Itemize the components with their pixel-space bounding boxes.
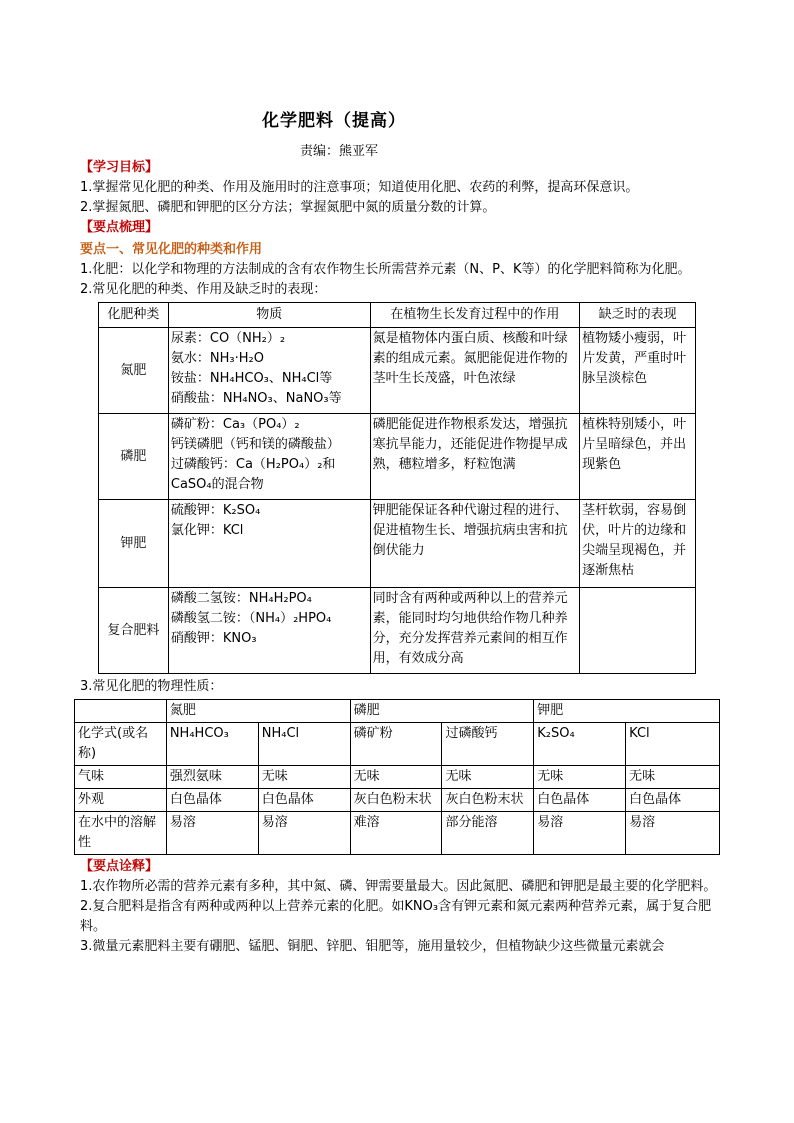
role-cell: 磷肥能促进作物根系发达，增强抗寒抗旱能力，还能促进作物提早成熟，穗粒增多，籽粒饱满 [370, 414, 580, 500]
role-cell: 同时含有两种或两种以上的营养元素，能同时均匀地供给作物几种养分，充分发挥营养元素间的相互作用，有效成分高 [370, 588, 580, 674]
table-cell: 无味 [442, 766, 534, 789]
group-header: 钾肥 [534, 700, 720, 723]
row-label: 气味 [75, 766, 167, 789]
table-cell: 灰白色粉末状 [442, 789, 534, 812]
goal-1: 1.掌握常见化肥的种类、作用及施用时的注意事项；知道使用化肥、农药的利弊，提高环保意识。 [80, 180, 639, 195]
substances-cell [168, 588, 370, 674]
header-cell: 化肥种类 [99, 303, 169, 328]
fertilizer-types-table [98, 302, 696, 674]
lack-cell: 茎杆软弱，容易倒伏，叶片的边缘和尖端呈现褐色，并逐渐焦枯 [580, 500, 696, 588]
author-line: 责编：熊亚军 [300, 144, 379, 159]
role-cell: 钾肥能保证各种代谢过程的进行、促进植物生长、增强抗病虫害和抗倒伏能力 [370, 500, 580, 588]
substance-item: 硝酸钾：KNO₃ [170, 631, 257, 646]
substance-item: 氨水：NH₃·H₂O [170, 351, 264, 366]
substances-cell [168, 414, 370, 500]
table-cell: 过磷酸钙 [442, 723, 534, 766]
group-header: 氮肥 [166, 700, 350, 723]
table-cell: 无味 [534, 766, 626, 789]
substance-item: 铵盐：NH₄HCO₃、NH₄Cl等 [170, 371, 333, 386]
role-cell: 氮是植物体内蛋白质、核酸和叶绿素的组成元素。氮肥能促进作物的茎叶生长茂盛，叶色浓绿 [370, 328, 580, 414]
table-cell: NH₄Cl [258, 723, 350, 766]
row-label: 外观 [75, 789, 167, 812]
points-header: 【要点梳理】 [80, 220, 159, 235]
table-cell: 易溶 [626, 812, 720, 855]
table-cell: 易溶 [166, 812, 258, 855]
table-cell: 强烈氨味 [166, 766, 258, 789]
substances-cell [168, 500, 370, 588]
explain-3: 3.微量元素肥料主要有硼肥、锰肥、铜肥、锌肥、钼肥等，施用量较少，但植物缺少这些微量元素就会 [80, 939, 665, 954]
group-header-row [75, 700, 720, 723]
explain-2: 2.复合肥料是指含有两种或两种以上营养元素的化肥。如KNO₃含有钾元素和氮元素两种营养元素，属于复合肥料。 [80, 899, 712, 934]
substance-item: 硝酸盐：NH₄NO₃、NaNO₃等 [170, 391, 342, 406]
paragraph-2: 2.常见化肥的种类、作用及缺乏时的表现： [80, 282, 327, 297]
lack-cell: 植株特别矮小，叶片呈暗绿色，并出现紫色 [580, 414, 696, 500]
content [80, 158, 720, 957]
goals-header: 【学习目标】 [80, 160, 159, 175]
lack-cell: 植物矮小瘦弱，叶片发黄，严重时叶脉呈淡棕色 [580, 328, 696, 414]
substance-item: 氯化钾：KCl [170, 523, 244, 538]
table-cell: NH₄HCO₃ [166, 723, 258, 766]
table-cell: 白色晶体 [258, 789, 350, 812]
table-cell: 易溶 [258, 812, 350, 855]
table-cell: K₂SO₄ [534, 723, 626, 766]
corner-cell [75, 700, 167, 723]
table-row [99, 500, 696, 588]
table-cell: 无味 [626, 766, 720, 789]
substance-item: 磷矿粉：Ca₃（PO₄）₂ [170, 417, 300, 432]
table-row [75, 766, 720, 789]
substance-item: 过磷酸钙：Ca（H₂PO₄）₂和CaSO₄的混合物 [170, 457, 336, 492]
paragraph-1: 1.化肥：以化学和物理的方法制成的含有农作物生长所需营养元素（N、P、K等）的化学肥料简称为化肥。 [80, 262, 691, 277]
table-cell: 难溶 [350, 812, 442, 855]
table-cell: 磷矿粉 [350, 723, 442, 766]
point-1-title: 要点一、常见化肥的种类和作用 [80, 242, 263, 257]
table-row [99, 414, 696, 500]
table-row [75, 723, 720, 766]
row-label: 在水中的溶解性 [75, 812, 167, 855]
table-row [75, 812, 720, 855]
table-row [75, 789, 720, 812]
header-cell: 物质 [168, 303, 370, 328]
explain-1: 1.农作物所必需的营养元素有多种，其中氮、磷、钾需要量最大。因此氮肥、磷肥和钾肥是最主要的化学肥料。 [80, 879, 717, 894]
table-cell: 白色晶体 [166, 789, 258, 812]
table-cell: KCl [626, 723, 720, 766]
table-cell: 部分能溶 [442, 812, 534, 855]
table-cell: 无味 [350, 766, 442, 789]
substances-cell [168, 328, 370, 414]
kind-cell: 复合肥料 [99, 588, 169, 674]
substance-item: 钙镁磷肥（钙和镁的磷酸盐） [170, 437, 340, 452]
header-cell: 缺乏时的表现 [580, 303, 696, 328]
group-header: 磷肥 [350, 700, 534, 723]
lack-cell [580, 588, 696, 674]
kind-cell: 氮肥 [99, 328, 169, 414]
paragraph-3: 3.常见化肥的物理性质： [80, 679, 223, 694]
kind-cell: 磷肥 [99, 414, 169, 500]
table-cell: 白色晶体 [626, 789, 720, 812]
header-cell: 在植物生长发育过程中的作用 [370, 303, 580, 328]
physical-properties-table [74, 699, 720, 855]
table-row [99, 328, 696, 414]
explain-header: 【要点诠释】 [80, 859, 159, 874]
row-label: 化学式(或名称) [75, 723, 167, 766]
document-title: 化学肥料（提高） [262, 111, 406, 131]
table-cell: 灰白色粉末状 [350, 789, 442, 812]
kind-cell: 钾肥 [99, 500, 169, 588]
substance-item: 磷酸二氢铵：NH₄H₂PO₄ [170, 591, 312, 606]
goal-2: 2.掌握氮肥、磷肥和钾肥的区分方法；掌握氮肥中氮的质量分数的计算。 [80, 200, 496, 215]
table-cell: 白色晶体 [534, 789, 626, 812]
substance-item: 尿素：CO（NH₂）₂ [170, 331, 286, 346]
table-header-row [99, 303, 696, 328]
table-cell: 无味 [258, 766, 350, 789]
substance-item: 磷酸氢二铵：（NH₄）₂HPO₄ [170, 611, 332, 626]
substance-item: 硫酸钾：K₂SO₄ [170, 503, 261, 518]
table-row [99, 588, 696, 674]
table-cell: 易溶 [534, 812, 626, 855]
